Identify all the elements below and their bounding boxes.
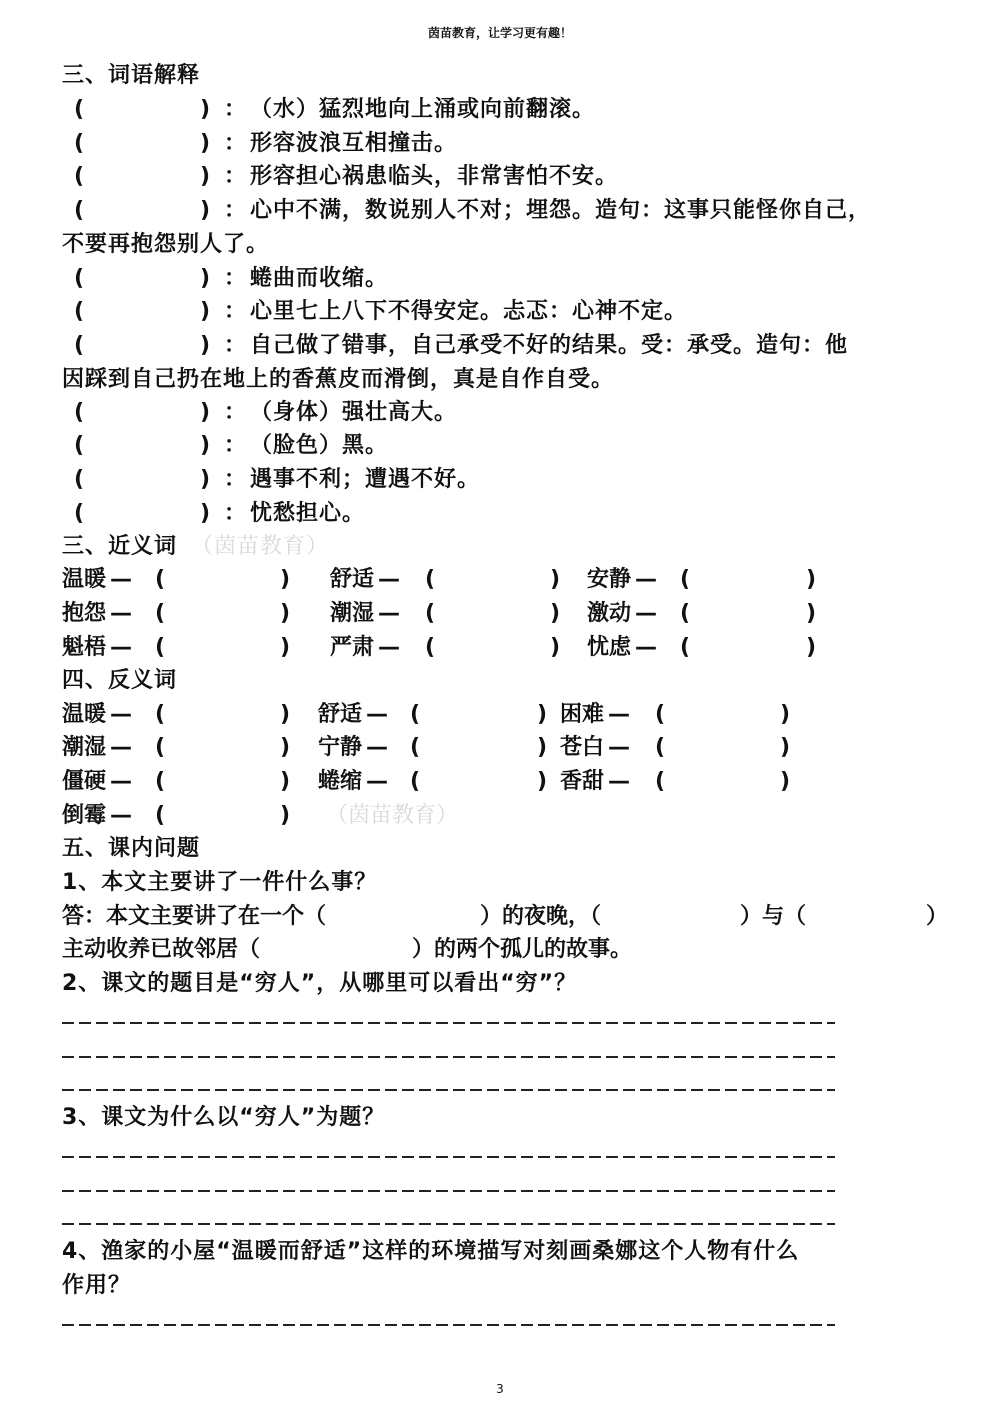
- blank-open-paren[interactable]: (: [155, 803, 166, 828]
- definition-text: （水）猛烈地向上涌或向前翻滚。: [250, 97, 596, 122]
- dash: —: [635, 601, 657, 626]
- blank-open-paren[interactable]: (: [74, 433, 86, 458]
- blank-open-paren[interactable]: (: [425, 601, 436, 626]
- word-label: 蜷缩: [318, 769, 363, 794]
- word-label: 抱怨: [62, 601, 107, 626]
- word-label: 困难: [560, 702, 605, 727]
- definition-row: [62, 399, 962, 427]
- blank-open-paren[interactable]: (: [155, 635, 166, 660]
- word-label: 宁静: [318, 735, 363, 760]
- answer-line[interactable]: [62, 1022, 835, 1024]
- dash: —: [378, 635, 400, 660]
- dash: —: [366, 735, 388, 760]
- blank-close-paren: ): [200, 400, 212, 425]
- dash: —: [110, 635, 132, 660]
- definition-text: （身体）强壮高大。: [250, 400, 458, 425]
- section-title-questions: 五、课内问题: [62, 836, 201, 861]
- blank-open-paren[interactable]: (: [655, 702, 666, 727]
- blank-close-paren: ): [550, 601, 561, 626]
- blank-open-paren[interactable]: (: [74, 164, 86, 189]
- word-label: 舒适: [318, 702, 363, 727]
- colon: ：: [224, 467, 248, 492]
- dash: —: [378, 601, 400, 626]
- definition-text: 心里七上八下不得安定。忐忑：心神不定。: [250, 299, 688, 324]
- watermark: （茵苗教育）: [326, 803, 459, 828]
- colon: ：: [224, 333, 248, 358]
- watermark: （茵苗教育）: [191, 534, 330, 559]
- definition-text: 自己做了错事，自己承受不好的结果。受：承受。造句：他: [250, 333, 849, 358]
- word-label: 香甜: [560, 769, 605, 794]
- blank-open-paren[interactable]: (: [425, 635, 436, 660]
- dash: —: [110, 601, 132, 626]
- answer-line[interactable]: [62, 1190, 835, 1192]
- question-3: 3、课文为什么以“穷人”为题？: [62, 1105, 386, 1130]
- blank-close-paren: ): [200, 501, 212, 526]
- definition-row: [62, 332, 962, 360]
- blank-open-paren[interactable]: (: [74, 198, 86, 223]
- answer-line[interactable]: [62, 1324, 835, 1326]
- blank-open-paren[interactable]: (: [74, 400, 86, 425]
- question-4-cont: 作用？: [62, 1273, 132, 1298]
- blank-open-paren[interactable]: (: [425, 567, 436, 592]
- dash: —: [366, 769, 388, 794]
- definition-continuation: 因踩到自己扔在地上的香蕉皮而滑倒，真是自作自受。: [62, 367, 615, 392]
- blank-open-paren[interactable]: (: [410, 702, 421, 727]
- definition-row: [62, 265, 962, 293]
- blank-close-paren: ): [550, 635, 561, 660]
- blank-close-paren: ): [280, 735, 291, 760]
- definition-row: [62, 432, 962, 460]
- colon: ：: [224, 131, 248, 156]
- blank-close-paren: ): [780, 769, 791, 794]
- section-title-antonyms: 四、反义词: [62, 668, 178, 693]
- blank-open-paren[interactable]: (: [155, 769, 166, 794]
- blank-close-paren: ): [200, 433, 212, 458]
- blank-close-paren: ): [200, 467, 212, 492]
- word-label: 忧虑: [587, 635, 632, 660]
- blank-close-paren: ): [280, 567, 291, 592]
- dash: —: [608, 769, 630, 794]
- blank-open-paren[interactable]: (: [410, 735, 421, 760]
- colon: ：: [224, 433, 248, 458]
- blank-close-paren: ): [806, 601, 817, 626]
- blank-close-paren: ): [200, 164, 212, 189]
- blank-close-paren: ): [780, 702, 791, 727]
- blank-open-paren[interactable]: (: [680, 567, 691, 592]
- definition-row: [62, 500, 962, 528]
- blank-close-paren: ): [280, 601, 291, 626]
- blank-close-paren: ): [806, 635, 817, 660]
- answer-1-part: ）的两个孤儿的故事。: [412, 937, 633, 962]
- blank-open-paren[interactable]: (: [680, 635, 691, 660]
- blank-open-paren[interactable]: (: [74, 467, 86, 492]
- definition-text: 形容波浪互相撞击。: [250, 131, 458, 156]
- definition-text: 蜷曲而收缩。: [250, 266, 389, 291]
- blank-close-paren: ): [200, 97, 212, 122]
- dash: —: [635, 567, 657, 592]
- blank-open-paren[interactable]: (: [155, 567, 166, 592]
- word-label: 僵硬: [62, 769, 107, 794]
- definition-text: 忧愁担心。: [250, 501, 366, 526]
- definition-text: 遇事不利；遭遇不好。: [250, 467, 481, 492]
- word-label: 舒适: [330, 567, 375, 592]
- definition-text: 心中不满，数说别人不对；埋怨。造句：这事只能怪你自己，: [250, 198, 872, 223]
- definition-row: [62, 130, 962, 158]
- dash: —: [608, 735, 630, 760]
- blank-close-paren: ): [280, 702, 291, 727]
- definition-row: [62, 197, 962, 225]
- blank-close-paren: ): [200, 333, 212, 358]
- word-label: 严肃: [330, 635, 375, 660]
- blank-close-paren: ): [806, 567, 817, 592]
- word-label: 苍白: [560, 735, 605, 760]
- dash: —: [366, 702, 388, 727]
- dash: —: [635, 635, 657, 660]
- blank-open-paren[interactable]: (: [74, 333, 86, 358]
- answer-1-part: 主动收养已故邻居（: [62, 937, 261, 962]
- blank-open-paren[interactable]: (: [155, 702, 166, 727]
- blank-close-paren: ): [280, 803, 291, 828]
- blank-open-paren[interactable]: (: [410, 769, 421, 794]
- dash: —: [378, 567, 400, 592]
- definition-text: 形容担心祸患临头，非常害怕不安。: [250, 164, 619, 189]
- blank-close-paren: ): [537, 702, 548, 727]
- answer-1-part: ）的夜晚，（: [480, 904, 602, 929]
- colon: ：: [224, 400, 248, 425]
- blank-open-paren[interactable]: (: [155, 735, 166, 760]
- blank-open-paren[interactable]: (: [655, 769, 666, 794]
- answer-line[interactable]: [62, 1223, 835, 1225]
- answer-1-part: ）与（: [740, 904, 807, 929]
- answer-1-part: ）: [926, 904, 949, 929]
- dash: —: [110, 702, 132, 727]
- section-title-synonyms: [62, 533, 329, 561]
- blank-close-paren: ): [280, 635, 291, 660]
- answer-line[interactable]: [62, 1156, 835, 1158]
- blank-open-paren[interactable]: (: [655, 735, 666, 760]
- blank-close-paren: ): [200, 266, 212, 291]
- blank-close-paren: ): [780, 735, 791, 760]
- blank-close-paren: ): [200, 198, 212, 223]
- blank-open-paren[interactable]: (: [74, 266, 86, 291]
- blank-close-paren: ): [280, 769, 291, 794]
- blank-close-paren: ): [200, 131, 212, 156]
- word-label: 魁梧: [62, 635, 107, 660]
- dash: —: [110, 803, 132, 828]
- page-header: 茵苗教育，让学习更有趣！: [427, 26, 572, 40]
- question-2: 2、课文的题目是“穷人”，从哪里可以看出“穷”？: [62, 971, 578, 996]
- blank-open-paren[interactable]: (: [155, 601, 166, 626]
- blank-open-paren[interactable]: (: [74, 131, 86, 156]
- word-label: 潮湿: [62, 735, 107, 760]
- page-number: 3: [496, 1382, 504, 1396]
- blank-open-paren[interactable]: (: [680, 601, 691, 626]
- colon: ：: [224, 299, 248, 324]
- definition-row: [62, 163, 962, 191]
- synonyms-title: 三、近义词: [62, 534, 178, 559]
- definition-row: [62, 298, 962, 326]
- dash: —: [110, 769, 132, 794]
- blank-close-paren: ): [537, 735, 548, 760]
- blank-close-paren: ): [200, 299, 212, 324]
- word-label: 温暖: [62, 702, 107, 727]
- answer-line[interactable]: [62, 1089, 835, 1091]
- word-label: 倒霉: [62, 803, 107, 828]
- blank-close-paren: ): [550, 567, 561, 592]
- dash: —: [110, 567, 132, 592]
- blank-open-paren[interactable]: (: [74, 299, 86, 324]
- word-label: 激动: [587, 601, 632, 626]
- blank-open-paren[interactable]: (: [74, 97, 86, 122]
- definition-continuation: 不要再抱怨别人了。: [62, 232, 270, 257]
- colon: ：: [224, 164, 248, 189]
- definition-row: [62, 466, 962, 494]
- word-label: 温暖: [62, 567, 107, 592]
- dash: —: [608, 702, 630, 727]
- colon: ：: [224, 266, 248, 291]
- answer-1-part: 答：本文主要讲了在一个（: [62, 904, 327, 929]
- answer-line[interactable]: [62, 1056, 835, 1058]
- colon: ：: [224, 198, 248, 223]
- section-title-definitions: 三、词语解释: [62, 63, 201, 88]
- blank-close-paren: ): [537, 769, 548, 794]
- definition-text: （脸色）黑。: [250, 433, 389, 458]
- word-label: 安静: [587, 567, 632, 592]
- dash: —: [110, 735, 132, 760]
- definition-row: [62, 96, 962, 124]
- word-label: 潮湿: [330, 601, 375, 626]
- question-4: 4、渔家的小屋“温暖而舒适”这样的环境描写对刻画桑娜这个人物有什么: [62, 1239, 800, 1264]
- question-1: 1、本文主要讲了一件什么事？: [62, 870, 378, 895]
- colon: ：: [224, 97, 248, 122]
- colon: ：: [224, 501, 248, 526]
- blank-open-paren[interactable]: (: [74, 501, 86, 526]
